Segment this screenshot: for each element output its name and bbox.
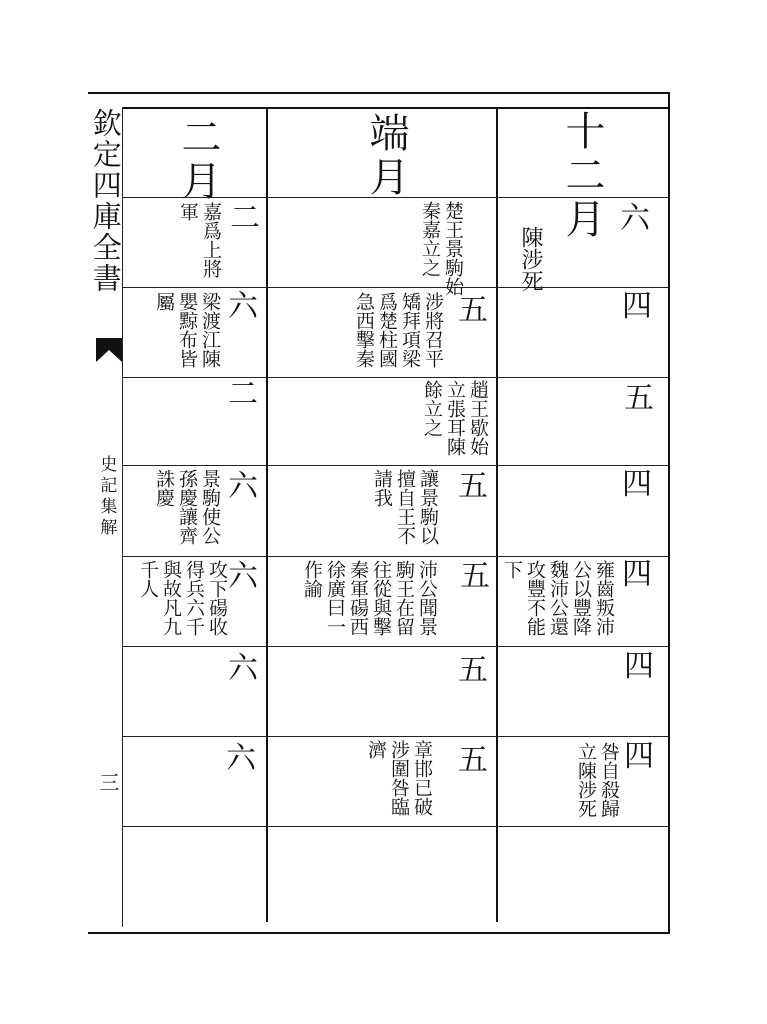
cell-number: 四 [624,739,654,774]
cell-number: 四 [622,467,652,502]
cell-number: 二 [228,377,258,412]
column-divider [496,107,498,922]
spine-title: 欽定四庫全書 [88,108,123,294]
cell-number: 四 [622,557,652,592]
cell-text: 雍齒叛沛 公以豐降 魏沛公還 攻豐不能 下 [501,560,615,636]
cell-text: 章邯已破 涉圍咎臨 濟 [365,740,433,816]
cell-text: 梁渡江陳 嬰黥布皆 屬 [153,292,221,368]
column-header-3: 二月 [175,116,221,204]
cell-number: 六 [620,201,650,236]
row-divider [122,465,668,466]
cell-text: 涉將召平 矯拜項梁 爲楚柱國 急西擊秦 [353,292,444,368]
inner-top-border [122,107,668,109]
row-divider [122,826,668,827]
cell-number: 六 [228,559,258,594]
cell-text: 咎自殺歸 立陳涉死 [575,742,620,818]
cell-text: 嘉爲上將 軍 [177,202,222,278]
cell-number: 六 [228,289,258,324]
cell-number: 二 [230,201,260,236]
cell-number: 五 [458,653,488,688]
cell-text: 趙王歇始 立張耳陳 餘立之 [421,380,489,456]
spine-page-number: 三 [96,772,120,793]
column-header-2: 端月 [363,112,409,200]
cell-text: 沛公聞景 駒王在留 往從與擊 秦軍碭西 徐廣曰一 作諭 [301,560,438,636]
row-divider [122,736,668,737]
cell-text: 攻下碭收 得兵六千 與故凡九 千人 [137,560,228,636]
row-divider [122,287,668,288]
column-header-1: 十二月 [559,110,605,242]
fishtail-mark-icon [96,338,122,362]
cell-number: 五 [458,469,488,504]
cell-number: 五 [458,743,488,778]
cell-text: 景駒使公 孫慶讓齊 誅慶 [153,469,221,545]
cell-text: 楚王景駒始 秦嘉立之 [419,201,464,296]
row-divider [122,556,668,557]
spine-subtitle: 史記集解 [96,455,117,539]
cell-number: 五 [624,381,654,416]
cell-text: 陳涉死 [518,226,543,292]
cell-number: 四 [622,289,652,324]
cell-number: 五 [460,559,490,594]
cell-number: 四 [624,649,654,684]
column-divider [266,107,268,922]
row-divider [122,377,668,378]
cell-number: 六 [228,651,258,686]
cell-number: 六 [228,469,258,504]
cell-text: 讓景駒以 擅自王不 請我 [371,469,439,545]
row-divider [122,646,668,647]
cell-number: 五 [458,293,488,328]
cell-number: 六 [226,741,256,776]
